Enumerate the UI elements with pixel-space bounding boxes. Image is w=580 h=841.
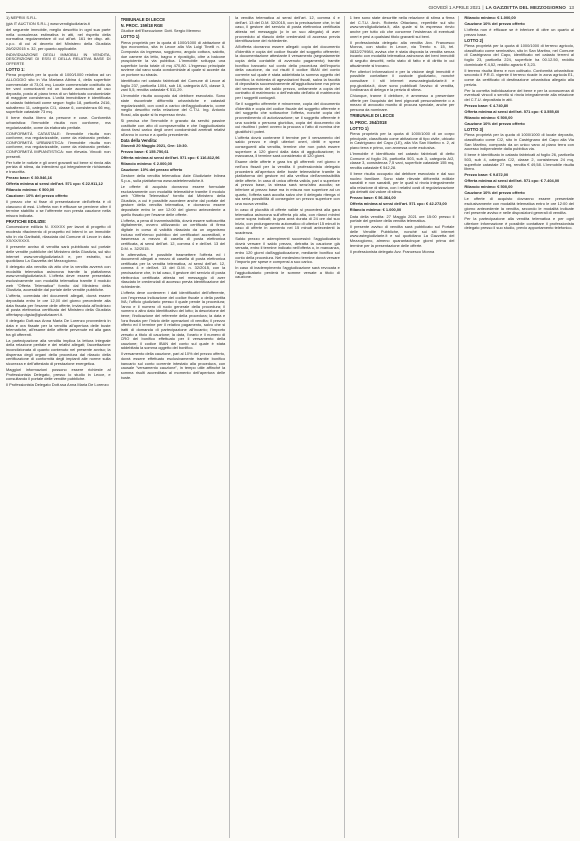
notice-paragraph: Il delegato Dott.ssa Anna Maria De Lorenzo provvederà in data e ora fissate per la vendita all'apertura delle buste telematiche, all'esame delle offerte pervenute ed alla gara tra gli offerenti. — [6, 317, 111, 337]
notice-paragraph: Per ulteriori informazioni e per la visione degli immobili è possibile contattare il custode giudiziario, nonché consultare i siti internet www.astegiudiziarie.it e pvp.giustizia.it, dove sono pubblicati l'avviso di vendita, l'ordinanza di delega e la perizia di stima. — [349, 68, 455, 93]
notice-price-line: Cauzione 10% del prezzo offerto — [464, 190, 525, 196]
notice-paragraph: Le offerte di acquisto dovranno essere presentate esclusivamente con modalità telematica entro le ore 12:00 del giorno antecedente la vendita, secondo le modalità indicate nel presente avviso e nelle disposizioni generali di vendita. — [464, 196, 574, 216]
notice-paragraph: 1 ben sono state descritte nella relazione di stima a firma del C.T.U. Arch. Roberta Ottaviano, reperibile sul sito www.vendigiudiziaria.it, alla quale si fa espresso rinvio anche per tutto ciò che concerne l'esistenza di eventuali oneri e pesi a qualsiasi titolo gravanti sui beni. — [349, 16, 455, 39]
notice-heading: LOTTO 1) — [349, 125, 369, 131]
notice-heading: N. PROC. 159/18 RGE — [120, 22, 163, 28]
notice-paragraph: Le offerte di acquisto dovranno essere formulate esclusivamente con modalità telematiche tramite il modulo web "Offerta Telematica" fornito dal Ministero della Giustizia, a cui è possibile accedere anche dal portale del gestore della vendita telematica, e dovranno essere depositate entro le ore 12:00 del giorno antecedente a quello fissato per l'esame delle offerte. — [120, 183, 226, 217]
notice-paragraph: Piena proprietà per la quota di 1000/1000 di terreno agricolo, classificato come seminativo, sito in San Martino, nel Comune di Castrignano del Capo, identificato nel catasto terreni al foglio 23, particella 224, superficie ha 00.12.50, reddito dominicale € 4,52, reddito agrario € 3,23. — [464, 43, 574, 67]
notice-paragraph: la vendita telematica ai sensi dell'art. 12, comma 4 e dell'art. 13 del D.M. 32/2015, con la precisazione che, in tal caso, il gestore del servizio di posta elettronica certificata attesta nel messaggio (o in un suo allegato) di aver provveduto al rilascio delle credenziali di accesso previa identificazione del richiedente. — [235, 16, 340, 44]
notice-price-line: Offerta minima ai sensi dell'art. 571 cpc: € 22.911,12 — [6, 181, 103, 187]
notice-paragraph: Il bene è identificato in catasto fabbricati al foglio 26, particella 503, sub 4, categoria C/2, classe 2, consistenza 24 mq, superficie catastale 27 mq, rendita € 49,58. L'immobile risulta libero. — [464, 152, 574, 172]
notice-price-line: Cauzione 10% del prezzo offerto — [464, 120, 525, 126]
notice-paragraph: L'immobile risulta occupato dal debitore esecutato. Sono state riscontrate difformità urbanistiche e catastali regolarizzabili, con costi a carico dell'aggiudicatario, come meglio descritto nella relazione del C.T.U. Ing. Antonio Rossi, alla quale si fa espresso rinvio. — [120, 93, 226, 117]
legal-notices-columns — [6, 16, 574, 838]
notice-price-line: Offerta minima ai sensi dell'art. 571 cpc: € 42.273,00 — [349, 201, 447, 207]
notice-paragraph: Per la partecipazione alla vendita telematica e per ogni ulteriore informazione è possibile contattare il professionista delegato presso il suo studio, previo appuntamento telefonico. — [464, 216, 574, 231]
notice-paragraph: Data della vendita: 27 Maggio 2021 ore 15:00 presso il portale del gestore della vendita telematica. — [349, 213, 455, 224]
notice-paragraph: del seguente immobile, meglio descritto in ogni sua parte nella consulenza estimativa in atti, nel rispetto della normativa regolamentare di cui all'art. 161 ter disp. att. c.p.c. di cui al decreto del Ministero della Giustizia 26/02/2015 n. 32, per quanto applicabile. — [6, 27, 111, 51]
notice-price-line: Rilancio minimo: € 500,00 — [464, 184, 513, 190]
notice-price-line: Prezzo base: € 155.750,61 — [120, 149, 169, 155]
notice-paragraph: Il presente avviso di vendita sarà pubblicato sul portale delle vendite pubbliche del Ministero della Giustizia, sul sito internet www.vendigiudiziaria.it e, per estratto, sul quotidiano La Gazzetta del Mezzogiorno. — [6, 244, 111, 264]
notice-price-line: Rilancio minimo: € 500,00 — [6, 187, 55, 193]
notice-paragraph: Piena proprietà per la quota di 1000/1000 relativa ad un ALLOGGIO sito in Via Mariana Albina 4, della superficie commerciale di 73,01 mq. Locale commerciale costituito da tre vani comunicanti ed un locale accessorio ad uso deposito, posto al piano terra di un fabbricato condominiale di maggiore consistenza. L'unità immobiliare è identificata al catasto fabbricati come segue: foglio 18, particella 2416, subalterno 11, categoria C/1, classe 6, consistenza 66 mq, superficie catastale 73 mq. — [6, 72, 111, 115]
notice-heading: N. PROC. 264/2018 — [349, 119, 387, 125]
notice-paragraph: Si precisa che l'immobile è gravato da servitù passive costituite con atto di compravendita e che l'aggiudicatario dovrà farsi carico degli oneri condominiali arretrati relativi all'anno in corso e a quello precedente. — [120, 117, 226, 137]
notice-paragraph: Il prezzo che si fisse di presentazione dell'offerta è di ciascuno di essi. L'offerta non è efficace se perviene oltre il termine stabilito o se l'offerente non presta cauzione nella misura indicata. — [6, 199, 111, 218]
notice-paragraph: (già IT AUCTION S.R.L.) www.vendigiudiziaria.it — [6, 21, 90, 27]
column-4 — [350, 16, 460, 838]
notice-paragraph: Chiunque, tranne il debitore, è ammesso a presentare offerte per l'acquisto dei beni pignorati personalmente o a mezzo di avvocato munito di procura speciale, anche per persona da nominare. — [349, 93, 455, 113]
notice-paragraph: L'offerta non è efficace se è inferiore di oltre un quarto al prezzo base. — [464, 27, 574, 37]
notice-paragraph: L'offerta, a pena di inammissibilità, dovrà essere sottoscritta digitalmente, ovvero utilizzando un certificato di firma digitale in corso di validità rilasciato da un organismo incluso nell'elenco pubblico dei certificatori accreditati, e trasmessa a mezzo di casella di posta elettronica certificata, ai sensi dell'art. 12, comma 4 e dell'art. 13 del D.M. n. 32/2015. — [120, 217, 226, 251]
notice-paragraph: Il professionista delegato Avv. Francesco Monna — [349, 248, 435, 254]
notice-paragraph: L'immobile è identificato nel catasto fabbricati di detto Comune al foglio 26, particella 503, sub 3, categoria A/2, classe 3, consistenza 7,5 vani, superficie catastale 155 mq, rendita catastale € 542,28. — [349, 151, 455, 170]
notice-paragraph: L'offerta deve contenere: i dati identificativi dell'offerente, con l'espressa indicazione del codice fiscale o della partita IVA; l'ufficio giudiziario presso il quale pende la procedura; l'anno e il numero di ruolo generale della procedura; il numero o altro dato identificativo del lotto; la descrizione del bene; l'indicazione del referente della procedura; la data e l'ora fissata per l'inizio delle operazioni di vendita; il prezzo offerto ed il termine per il relativo pagamento, salvo che si tratti di domanda di partecipazione all'incanto; l'importo versato a titolo di cauzione; la data, l'orario e il numero di CRO del bonifico effettuato per il versamento della cauzione; il codice IBAN del conto sul quale è stata addebitata la somma oggetto del bonifico. — [120, 289, 226, 351]
notice-price-line: Prezzo base: € 56.364,00 — [349, 195, 396, 201]
notice-paragraph: In caso di pluralità di offerte valide si procederà alla gara telematica asincrona sull'offerta più alta, con rilanci minimi come sopra indicati; la gara avrà durata di 24 ore dal suo inizio, con prolungamento automatico di ulteriori 15 minuti in caso di offerte in aumento nei 15 minuti antecedenti la scadenza. — [235, 206, 340, 236]
notice-heading: TRIBUNALE DI LECCE — [120, 16, 165, 22]
notice-heading: Data della Vendita: — [120, 137, 158, 143]
notice-paragraph: Esame delle offerte e gara tra gli offerenti: nel giorno e nell'ora fissati per la vendita il professionista delegato procederà all'apertura delle buste telematiche tramite la piattaforma del gestore ed alla verifica dell'ammissibilità delle offerte. In caso di unica offerta valida, pari o superiore al prezzo base, la stessa sarà senz'altro accolta; se inferiore al prezzo base ma in misura non superiore ad un quarto, l'offerta sarà accolta salvo che il delegato ritenga vi sia seria possibilità di conseguire un prezzo superiore con una nuova vendita. — [235, 159, 340, 206]
notice-paragraph: Concessione edilizia N. XX/XXX per lavori di progetto di modesto rifacimento di prospetto ed interni in un immobile sito in via Garibaldi, rilasciata dal Comune di Lecce in data XX/XX/XXXX. — [6, 224, 111, 244]
header-separator: | — [482, 5, 484, 10]
column-5 — [464, 16, 574, 838]
header-page-number: 13 — [568, 5, 574, 10]
notice-price-line: Offerta minima ai sensi dell'art. 571 cpc: € 7.404,00 — [464, 178, 560, 184]
column-2 — [121, 16, 231, 838]
notice-paragraph: In alternativa, è possibile trasmettere l'offerta ed i documenti allegati a mezzo di casella di posta elettronica certificata per la vendita telematica, ai sensi dell'art. 12, comma 4 e dell'art. 13 del D.M. n. 32/2015, con la precisazione che, in tal caso, il gestore del servizio di posta elettronica certificata attesta nel messaggio di aver rilasciato le credenziali di accesso previa identificazione del richiedente. — [120, 251, 226, 289]
notice-paragraph: All'offerta dovranno essere allegati: copia del documento d'identità e copia del codice fiscale del soggetto offerente; la documentazione attestante il versamento (segnatamente copia della contabile di avvenuto pagamento) tramite bonifico bancario sul conto della procedura dell'importo della cauzione, da cui risulti il codice IBAN del conto corrente sul quale è stata addebitata la somma oggetto del bonifico; la richiesta di agevolazioni fiscali, salva la facoltà di depositarla successivamente all'aggiudicazione ma prima del versamento del saldo prezzo, unitamente a copia del contratto di matrimonio o dell'estratto dell'atto di matrimonio per i soggetti coniugati. — [235, 44, 340, 101]
notice-paragraph: Il professionista delegato alla vendita Avv. Francesco Monna, con studio in Lecce, via Trento n. 15, tel. 0832/279984, avvisa che è stata disposta la vendita senza incanto con modalità telematica asincrona dei beni immobili di seguito descritti, nello stato di fatto e di diritto in cui attualmente si trovano. — [349, 39, 455, 68]
notice-price-line: Rilancio minimo: € 1.000,00 — [349, 207, 402, 213]
notice-paragraph: L'offerta, corredata dei documenti allegati, dovrà essere depositata entro le ore 12,00 del giorno precedente alla data fissata per l'esame delle offerte, inviandola all'indirizzo di posta elettronica certificata del Ministero della Giustizia offertapvp.dgsia@giustiziacert.it. — [6, 293, 111, 317]
notice-paragraph: La partecipazione alla vendita implica la lettura integrale della relazione peritale e dei relativi allegati; l'accettazione incondizionata di quanto contenuto nel presente avviso; la dispensa degli organi della procedura dal rilascio della certificazione di conformità degli impianti alle norme sulla sicurezza e dell'attestato di prestazione energetica. — [6, 337, 111, 366]
notice-paragraph: CONFORMITÀ CATASTALE: l'immobile risulta non conforme, ma regolarizzabile, come da elaborato peritale. CONFORMITÀ URBANISTICA: l'immobile risulta non conforme, ma regolarizzabile, come da elaborato peritale. CONFORMITÀ IMPIANTISTICA: non rilevata. Vincoli: non presenti. — [6, 130, 111, 159]
notice-heading: LOTTO 1: — [6, 67, 25, 73]
notice-heading: LOTTO 3) — [464, 127, 484, 133]
notice-paragraph: Maggiori informazioni possono essere richieste al Professionista Delegato, presso lo studio in Lecce, e consultando il portale delle vendite pubbliche. — [6, 366, 111, 382]
header-publication: LA GAZZETTA DEL MEZZOGIORNO — [485, 5, 566, 10]
notice-paragraph: Il presente avviso di vendita sarà pubblicato sul Portale delle Vendite Pubbliche, nonché sui siti internet www.astegiudiziarie.it e sul quotidiano La Gazzetta del Mezzogiorno, almeno quarantacinque giorni prima del termine per la presentazione delle offerte. — [349, 224, 455, 248]
column-3 — [235, 16, 345, 838]
notice-paragraph: Per tutte le notizie e gli oneri gravanti sul bene si rinvia alla perizia di stima, da intendersi qui integralmente richiamata e trascritta. — [6, 159, 111, 174]
notice-paragraph: Per la corretta individuazione del bene e per la conoscenza di eventuali vincoli o servitù si rinvia integralmente alla relazione del C.T.U. depositata in atti. — [464, 87, 574, 102]
notice-paragraph: Il delegato alla vendita dà atto che la vendita avverrà con modalità telematica asincrona tramite la piattaforma www.vendigiudiziaria.it. L'offerta deve essere presentata esclusivamente con modalità telematica tramite il modulo web "Offerta Telematica" fornito dal Ministero della Giustizia, accessibile dal portale delle vendite pubbliche. — [6, 264, 111, 293]
notice-price-line: Cauzione 10% del prezzo offerto — [464, 21, 525, 27]
notice-paragraph: Piena proprietà per la quota di 1000/1000 di abitazione di tipo economico, sita in Lecce alla Via Luigi Tinelli n. 6. Composta da ingresso, soggiorno, angolo cottura, salotto, due camere da letto, bagno e ripostiglio, oltre a balcone prospiciente la via pubblica. L'immobile sviluppa una superficie lorda totale di mq 470,80. L'ingresso principale avviene dal vano scala condominiale al quale si accede da un portone su strada. — [120, 39, 226, 78]
notice-price-line: Cauzione: 10% del prezzo offerto — [6, 193, 68, 199]
notice-price-line: Giovedì 20 Maggio 2021, Ore: 10:30. — [120, 143, 188, 149]
notice-paragraph: Piena proprietà per la quota di 1000/1000 di locale deposito, classificato come C/2, sito in Castrignano del Capo alla Via San Martino, composto da un unico vano al piano terra con accesso indipendente dalla pubblica via. — [464, 132, 574, 152]
notice-heading: LOTTO 1) — [120, 34, 140, 40]
running-header — [6, 4, 574, 13]
header-date: GIOVEDÌ 1 APRILE 2021 — [428, 5, 481, 10]
notice-paragraph: 1) NEPRIX S.R.L. — [6, 16, 38, 20]
notice-paragraph: L'offerta dovrà contenere il termine per il versamento del saldo prezzo e degli ulteriori oneri, diritti e spese conseguenti alla vendita, termine che non potrà essere superiore a 120 giorni dalla data di aggiudicazione; in mancanza, il termine sarà considerato di 120 giorni. — [235, 134, 340, 159]
notice-paragraph: Il terreno risulta libero e non coltivato. Conformità urbanistica: secondo il P.R.G. vigente il terreno ricade in zona agricola E1, come da certificato di destinazione urbanistica allegato alla perizia. — [464, 67, 574, 87]
column-1 — [6, 16, 116, 838]
notice-paragraph: Piena proprietà per la quota di 1000/1000 di un corpo principale, classificato come abitazione di tipo civile, ubicato in Castrignano del Capo (LE), alla Via San Martino n. 2, al piano terra e primo, con annessa corte esclusiva. — [349, 131, 455, 151]
notice-price-line: Prezzo base: € 30.546,16 — [6, 175, 52, 180]
notice-price-line: Rilancio minimo: € 2.000,00 — [120, 161, 173, 167]
notice-paragraph: Il bene risulta libero da persone e cose. Conformità urbanistica: l'immobile risulta non conforme, ma regolarizzabile, come da elaborato peritale. — [6, 115, 111, 130]
notice-price-line: Offerta minima ai sensi dell'art. 571 cpc: € 116.812,96 — [120, 155, 220, 161]
notice-heading: LOTTO 2) — [464, 37, 484, 43]
notice-paragraph: Il bene risulta occupato dal debitore esecutato e dal suo nucleo familiare. Sono state rilevate difformità edilizie sanabili e non sanabili, per le quali si rinvia integralmente alla relazione di stima, con i relativi costi di regolarizzazione già detratti dal valore di stima. — [349, 170, 455, 195]
notice-paragraph: In caso di inadempimento l'aggiudicazione sarà revocata e l'aggiudicatario perderà le somme versate a titolo di cauzione. — [235, 265, 340, 280]
notice-price-line: Offerta minima ai sensi dell'art. 571 cpc: € 3.555,60 — [464, 108, 560, 114]
notice-paragraph: Saldo prezzo e adempimenti successivi: l'aggiudicatario dovrà versare il saldo prezzo, detratta la cauzione già versata, entro il termine indicato nell'offerta o, in mancanza, entro 120 giorni dall'aggiudicazione, mediante bonifico sul conto della procedura. Nel medesimo termine dovrà versare l'importo per spese e compensi a suo carico. — [235, 236, 340, 265]
notice-paragraph: INDIVIDUAZIONE DEGLI IMMOBILI IN VENDITA, DESCRIZIONE DI ESSI E DELLA RELATIVA BASE DI OFFERTE — [6, 51, 111, 66]
notice-heading: TRIBUNALE DI LECCE — [349, 113, 395, 119]
notice-paragraph: Il versamento della cauzione, pari al 10% del prezzo offerto, dovrà essere effettuato esclusivamente tramite bonifico bancario sul conto corrente intestato alla procedura, con causale "versamento cauzione", in tempo utile affinché la somma risulti accreditata al momento dell'apertura delle buste. — [120, 351, 226, 380]
notice-paragraph: Gestore della vendita telematica: Aste Giudiziarie Inlinea S.p.a., sulla piattaforma www.astetelematiche.it. — [120, 173, 226, 183]
notice-paragraph: Giudice dell'Esecuzione: Dott. Sergio Memmo — [120, 28, 201, 34]
notice-price-line: Cauzione: 10% del prezzo offerto — [120, 167, 183, 173]
notice-price-line: Prezzo base: € 4.740,80 — [464, 102, 509, 108]
notice-price-line: Rilancio minimo: € 500,00 — [464, 114, 513, 120]
notice-heading: PRATICHE EDILIZIE: — [6, 219, 47, 225]
notice-paragraph: Identificato nel catasto fabbricati del Comune di Lecce al foglio 237, particella 1004, sub 16, categoria A/3, classe 3, vani 5,5, rendita catastale € 511,29. — [120, 78, 226, 93]
notice-price-line: Rilancio minimo: € 1.000,00 — [464, 16, 516, 20]
notice-paragraph: Se il soggetto offerente è minorenne, copia del documento d'identità e copia del codice fiscale del soggetto offerente e del soggetto che sottoscrive l'offerta, nonché copia del provvedimento di autorizzazione; se il soggetto offerente è una società o persona giuridica, copia del documento da cui risultino i poteri ovvero la procura o l'atto di nomina che giustifichi i poteri. — [235, 101, 340, 134]
notice-price-line: Prezzo base: € 9.872,00 — [464, 172, 509, 178]
notice-paragraph: Il Professionista Delegato Dott.ssa Anna Maria De Lorenzo — [6, 382, 109, 388]
